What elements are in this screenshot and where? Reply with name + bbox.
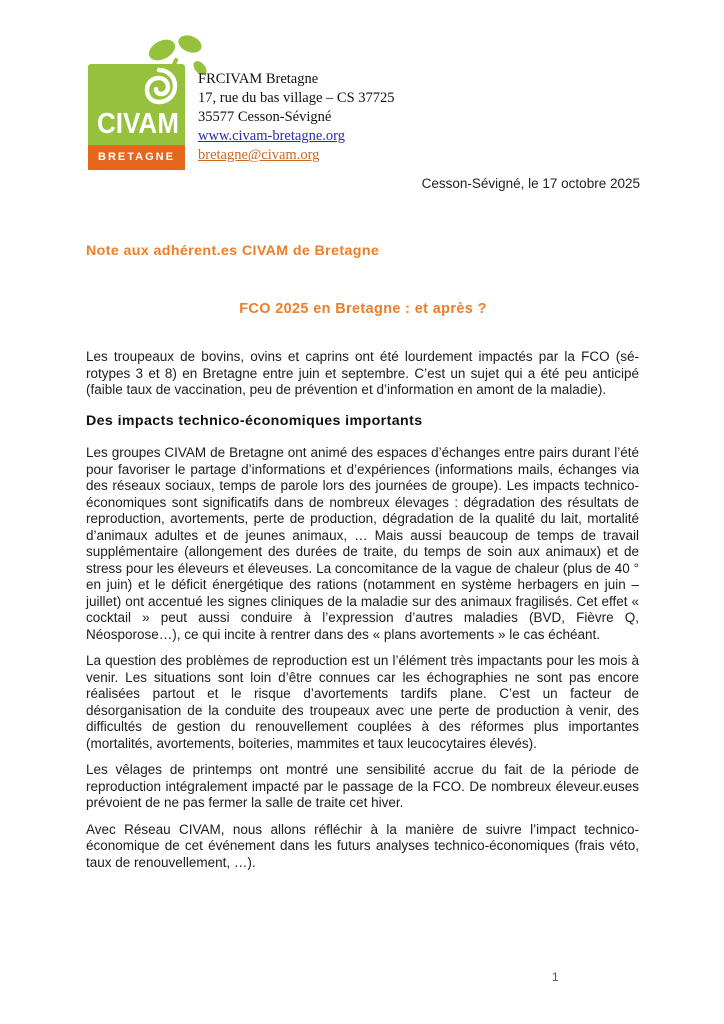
document-body bbox=[86, 349, 639, 881]
civam-logo bbox=[88, 64, 185, 170]
website-link[interactable]: www.civam-bretagne.org bbox=[198, 128, 345, 144]
address-block bbox=[198, 70, 395, 165]
address-line-2: 35577 Cesson-Sévigné bbox=[198, 109, 332, 125]
org-name: FRCIVAM Bretagne bbox=[198, 71, 319, 87]
body-paragraph: La question des problèmes de reproduction est un l’élément très impactants pour les mois à venir. Les situations sont loin d’être connues car les échographies ne sont pas encore réalisées partout et le risque d’avortements tardifs plane. C’est un facteur de désorganisation de la conduite des troupeaux avec une perte de production à venir, des difficultés de gestion du renouvellement couplées à des réformes plus importantes (mortalités, avortements, boiteries, mammites et taux leucocytaires élevés). bbox=[86, 653, 639, 751]
section-heading: Des impacts technico-économiques importants bbox=[86, 412, 423, 429]
page-number: 1 bbox=[552, 970, 559, 984]
body-paragraph: Les vêlages de printemps ont montré une sensibilité accrue du fait de la période de reproduction intégralement impacté par le passage de la FCO. De nombreux éleveur.euses prévoient de ne pas fermer la salle de traite cet hiver. bbox=[86, 762, 639, 810]
logo-green-square bbox=[88, 64, 185, 145]
body-paragraph: Les groupes CIVAM de Bretagne ont animé des espaces d’échanges entre pairs durant l’été pour favoriser le partage d’informations et d’expériences (informations mails, échanges via des réseaux sociaux, temps de parole lors des journées de groupe). Les impacts technico-économiques sont significatifs dans de nombreux élevages : dégradation des résultats de reproduction, avortements, perte de production, dégradation de la qualité du lait, mortalité d’animaux adultes et de jeunes animaux, … Mais aussi beaucoup de temps de travail supplémentaire (allongement des durées de traite, du temps de soin aux animaux) et de stress pour les éleveurs et éleveuses. La concomitance de la vague de chaleur (plus de 40 ° en juin) et le déficit énergétique des rations (notamment en système herbagers en juin – juillet) ont accentué les signes cliniques de la maladie sur des animaux fragilisés. Cet effet « cocktail » peut aussi conduire à l’expression d’autres maladies (BVD, Fièvre Q, Néosporose…), ce qui incite à rentrer dans des « plans avortements » le cas échéant. bbox=[86, 445, 639, 642]
date-line: Cesson-Sévigné, le 17 octobre 2025 bbox=[421, 176, 640, 191]
page-title: FCO 2025 en Bretagne : et après ? bbox=[239, 301, 487, 317]
logo-wordmark: CIVAM bbox=[97, 106, 179, 140]
spiral-icon bbox=[139, 66, 179, 106]
email-link[interactable]: bretagne@civam.org bbox=[198, 147, 320, 163]
address-line-1: 17, rue du bas village – CS 37725 bbox=[198, 90, 395, 106]
body-paragraph: Avec Réseau CIVAM, nous allons réfléchir à la manière de suivre l’impact technico-économique de cet événement dans les futurs analyses technico-économiques (frais véto, taux de renouvellement, …). bbox=[86, 821, 639, 870]
intro-paragraph: Les troupeaux de bovins, ovins et caprins ont été lourdement impactés par la FCO (sérotypes 3 et 8) en Bretagne entre juin et septembre. C’est un sujet qui a été peu anticipé (faible taux de vaccination, peu de prévention et d’information en amont de la maladie). bbox=[86, 349, 639, 397]
logo-banner: BRETAGNE bbox=[88, 145, 185, 170]
note-heading: Note aux adhérent.es CIVAM de Bretagne bbox=[86, 243, 380, 259]
